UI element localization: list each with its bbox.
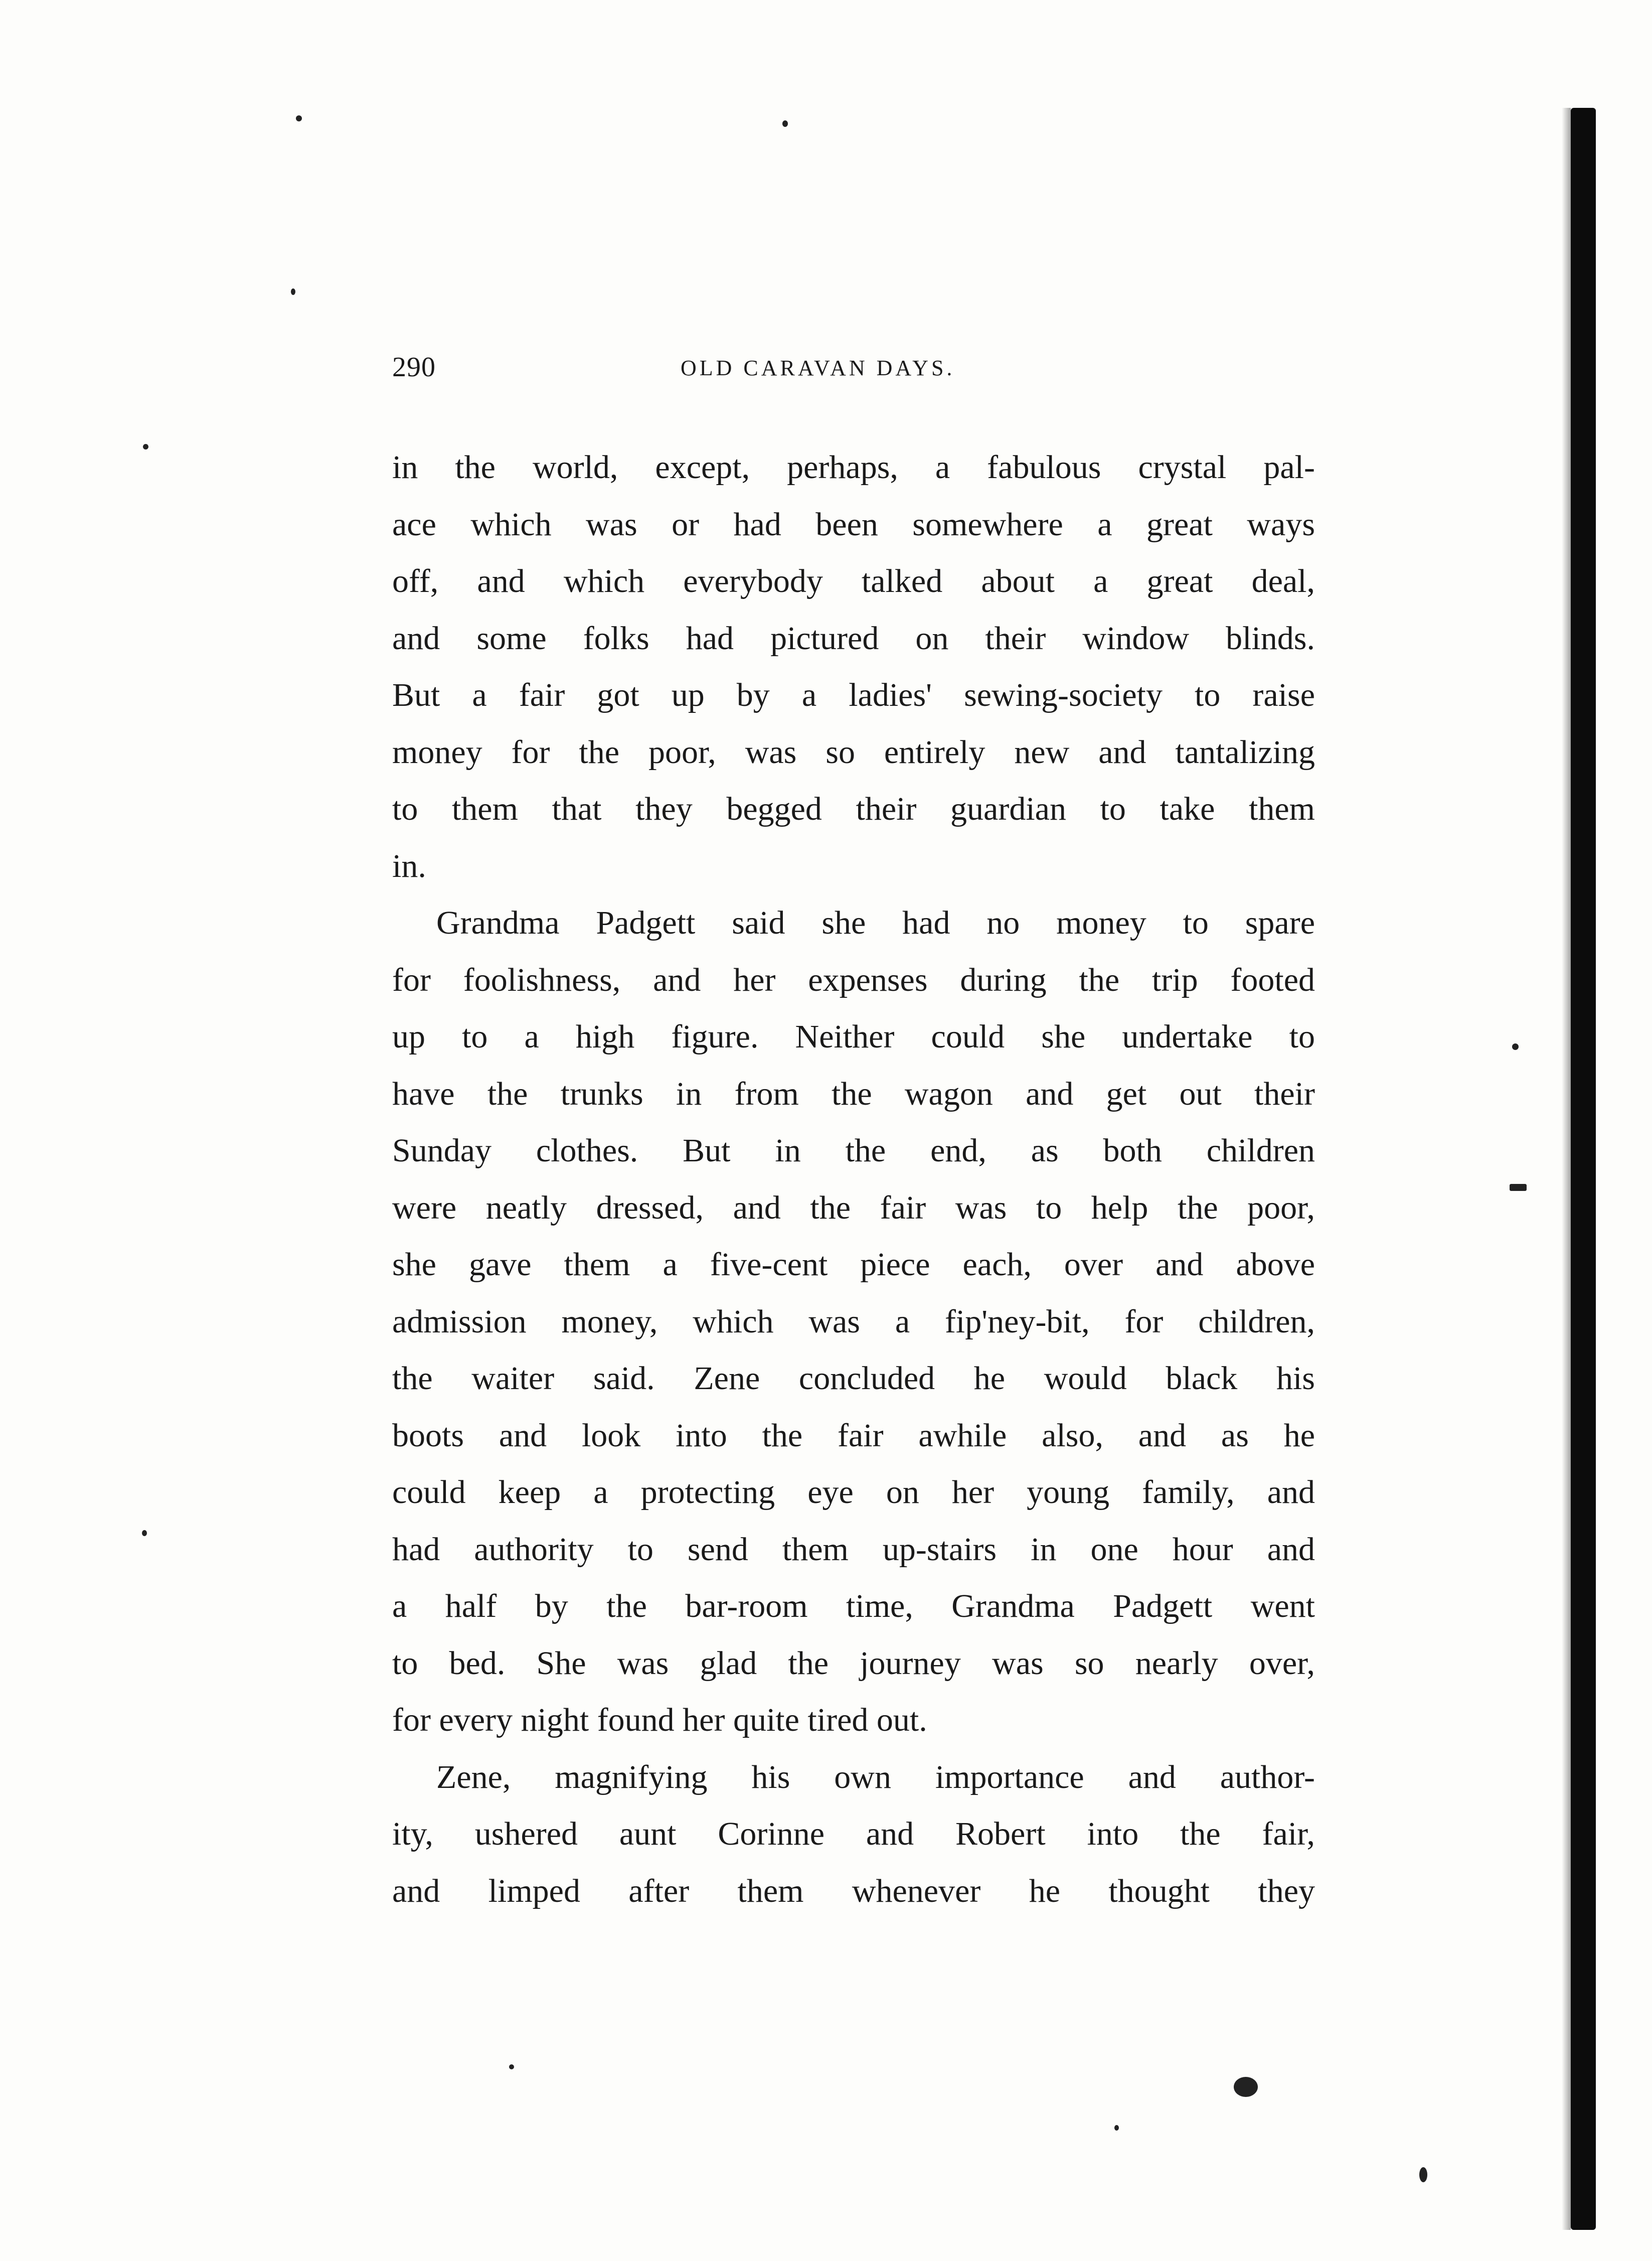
scan-speck — [1234, 2077, 1258, 2097]
page-number: 290 — [392, 352, 436, 383]
text-line: Zene, magnifying his own importance and author- — [436, 1758, 1315, 1795]
text-line: for every night found her quite tired out. — [392, 1702, 927, 1738]
text-line: in. — [392, 847, 426, 884]
scan-speck — [1114, 2125, 1119, 2131]
text-line: Grandma Padgett said she had no money to spare — [436, 905, 1315, 941]
text-line: she gave them a five-cent piece each, over and above — [392, 1246, 1315, 1283]
text-line: boots and look into the fair awhile also, and as he — [392, 1417, 1315, 1454]
scan-speck — [1510, 1184, 1527, 1191]
text-line: off, and which everybody talked about a great deal, — [392, 563, 1315, 599]
text-line: to bed. She was glad the journey was so nearly over, — [392, 1644, 1315, 1682]
text-line: admission money, which was a fip'ney-bit, for children, — [392, 1303, 1315, 1340]
binding-shadow — [1571, 108, 1596, 2230]
text-line: and limped after them whenever he thought they — [392, 1872, 1315, 1909]
text-line: Sunday clothes. But in the end, as both children — [392, 1132, 1315, 1169]
running-head: OLD CARAVAN DAYS. — [681, 356, 955, 380]
text-line: could keep a protecting eye on her young family, and — [392, 1474, 1315, 1511]
scan-speck — [143, 444, 148, 449]
text-line: and some folks had pictured on their window blinds. — [392, 620, 1315, 657]
text-line: to them that they begged their guardian to take them — [392, 791, 1315, 827]
scan-speck — [296, 115, 302, 121]
scan-speck — [1419, 2167, 1427, 2182]
text-line: had authority to send them up-stairs in one hour and — [392, 1531, 1315, 1568]
text-line: But a fair got up by a ladies' sewing-society to raise — [392, 677, 1315, 713]
text-line: up to a high figure. Neither could she undertake to — [392, 1018, 1315, 1055]
scan-speck — [291, 288, 295, 295]
scan-speck — [1512, 1043, 1519, 1050]
text-line: ity, ushered aunt Corinne and Robert into the fair, — [392, 1816, 1315, 1852]
text-line: ace which was or had been somewhere a great ways — [392, 506, 1315, 543]
text-line: a half by the bar-room time, Grandma Padgett went — [392, 1588, 1315, 1624]
page-header — [392, 351, 1320, 386]
text-line: have the trunks in from the wagon and get out their — [392, 1075, 1315, 1112]
text-line: in the world, except, perhaps, a fabulous crystal pal- — [392, 449, 1315, 486]
scan-speck — [782, 120, 788, 127]
body-text — [392, 439, 1315, 1919]
scan-speck — [142, 1530, 147, 1536]
text-line: the waiter said. Zene concluded he would black his — [392, 1360, 1315, 1397]
scan-speck — [509, 2064, 514, 2069]
text-line: were neatly dressed, and the fair was to help the poor, — [392, 1189, 1315, 1226]
text-line: for foolishness, and her expenses during the trip footed — [392, 961, 1315, 998]
text-line: money for the poor, was so entirely new and tantalizing — [392, 733, 1315, 771]
